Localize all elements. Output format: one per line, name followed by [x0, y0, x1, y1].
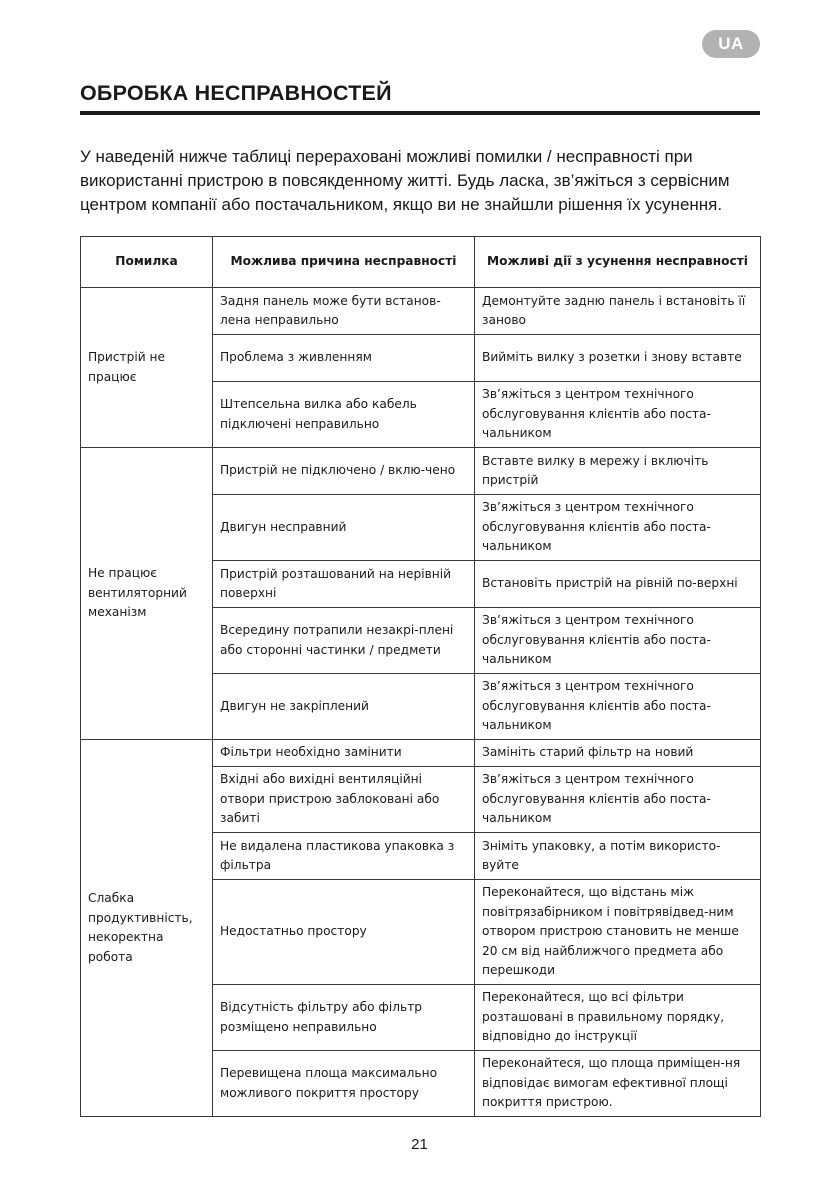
cause-cell: Двигун не закріплений — [213, 674, 475, 740]
error-cell: Не працює вентиляторний механізм — [81, 448, 213, 740]
cause-cell: Задня панель може бути встанов-лена неправильно — [213, 288, 475, 335]
page-title: ОБРОБКА НЕСПРАВНОСТЕЙ — [80, 81, 392, 105]
action-cell: Вийміть вилку з розетки і знову вставте — [475, 335, 761, 382]
action-cell: Зніміть упаковку, а потім використо-вуйте — [475, 833, 761, 880]
cause-cell: Відсутність фільтру або фільтр розміщено неправильно — [213, 985, 475, 1051]
intro-paragraph: У наведеній нижче таблиці перераховані можливі помилки / несправності при використанні пристрою в повсякденному житті. Будь ласка, зв’яжіться з сервісним центром компанії або постачальником, якщо ви не знайшли рішення їх усунення. — [80, 147, 730, 214]
action-cell: Встановіть пристрій на рівній по-верхні — [475, 561, 761, 608]
cause-cell: Штепсельна вилка або кабель підключені неправильно — [213, 382, 475, 448]
cause-cell: Фільтри необхідно замінити — [213, 740, 475, 767]
cause-cell: Не видалена пластикова упаковка з фільтра — [213, 833, 475, 880]
table-row — [81, 740, 761, 767]
header-action: Можливі дії з усунення несправності — [475, 237, 761, 288]
action-cell: Зв’яжіться з центром технічного обслуговування клієнтів або поста-чальником — [475, 674, 761, 740]
action-cell: Переконайтеся, що всі фільтри розташовані в правильному порядку, відповідно до інструкції — [475, 985, 761, 1051]
action-cell: Демонтуйте задню панель і встановіть її заново — [475, 288, 761, 335]
action-cell: Переконайтеся, що відстань між повітрязабірником і повітрявідвед-ним отвором пристрою становить не менше 20 см від найближчого предмета або перешкоди — [475, 880, 761, 985]
header-error: Помилка — [81, 237, 213, 288]
action-cell: Вставте вилку в мережу і включіть пристрій — [475, 448, 761, 495]
error-cell: Пристрій не працює — [81, 288, 213, 448]
action-cell: Зв’яжіться з центром технічного обслуговування клієнтів або поста-чальником — [475, 767, 761, 833]
action-cell: Замініть старий фільтр на новий — [475, 740, 761, 767]
table-row — [81, 448, 761, 495]
table-header-row — [81, 237, 761, 288]
page-number: 21 — [411, 1136, 428, 1153]
cause-cell: Пристрій не підключено / вклю-чено — [213, 448, 475, 495]
action-cell: Зв’яжіться з центром технічного обслуговування клієнтів або поста-чальником — [475, 608, 761, 674]
cause-cell: Проблема з живленням — [213, 335, 475, 382]
header-cause: Можлива причина несправності — [213, 237, 475, 288]
action-cell: Переконайтеся, що площа приміщен-ня відповідає вимогам ефективної площі покриття пристрою. — [475, 1051, 761, 1117]
action-cell: Зв’яжіться з центром технічного обслуговування клієнтів або поста-чальником — [475, 495, 761, 561]
language-badge: UA — [702, 30, 760, 58]
cause-cell: Перевищена площа максимально можливого покриття простору — [213, 1051, 475, 1117]
title-divider — [80, 111, 760, 115]
cause-cell: Недостатньо простору — [213, 880, 475, 985]
error-cell: Слабка продуктивність, некоректна робота — [81, 740, 213, 1117]
table-row — [81, 288, 761, 335]
cause-cell: Вхідні або вихідні вентиляційні отвори пристрою заблоковані або забиті — [213, 767, 475, 833]
cause-cell: Всередину потрапили незакрі-плені або сторонні частинки / предмети — [213, 608, 475, 674]
cause-cell: Двигун несправний — [213, 495, 475, 561]
cause-cell: Пристрій розташований на нерівній поверхні — [213, 561, 475, 608]
action-cell: Зв’яжіться з центром технічного обслуговування клієнтів або поста-чальником — [475, 382, 761, 448]
troubleshooting-table — [80, 236, 761, 1117]
